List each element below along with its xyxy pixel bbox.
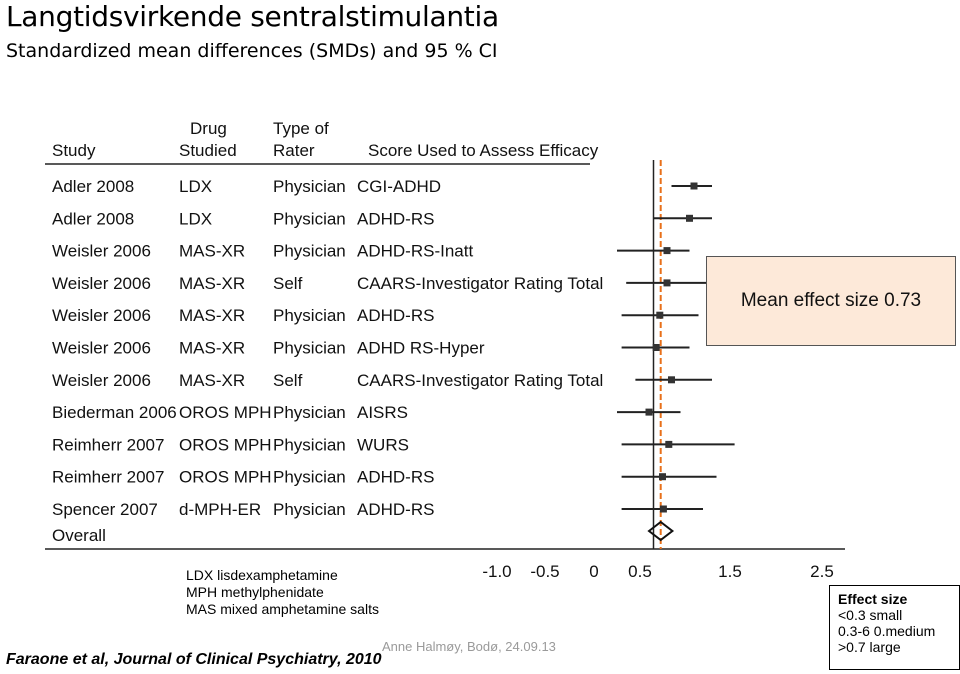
- header-score: Score Used to Assess Efficacy: [368, 141, 599, 160]
- row-rater: Physician: [273, 241, 346, 261]
- slide-subtitle: Standardized mean differences (SMDs) and 95 % CI: [6, 40, 498, 62]
- row-score: ADHD-RS: [357, 306, 435, 326]
- abbreviation-item: MPH methylphenidate: [186, 584, 324, 600]
- x-tick-label: 2.5: [810, 562, 834, 581]
- row-score: CAARS-Investigator Rating Total: [357, 370, 604, 390]
- effect-size-line: <0.3 small: [838, 607, 903, 623]
- header-rater-line1: Type of: [273, 119, 329, 138]
- row-drug: OROS MPH: [179, 435, 272, 455]
- point-estimate: [656, 312, 663, 319]
- citation: Faraone et al, Journal of Clinical Psychiatry, 2010: [6, 651, 382, 668]
- abbreviation-list: [186, 567, 379, 618]
- row-score: WURS: [357, 435, 409, 455]
- row-score: ADHD-RS: [357, 500, 435, 519]
- row-score: CGI-ADHD: [357, 177, 442, 196]
- header-drug-line1: Drug: [190, 119, 227, 138]
- row-rater: Physician: [273, 306, 346, 326]
- row-drug: LDX: [179, 209, 213, 229]
- row-rater: Physician: [273, 209, 346, 229]
- row-rater: Physician: [273, 467, 346, 487]
- footer-watermark: Anne Halmøy, Bodø, 24.09.13: [382, 639, 556, 654]
- effect-size-heading: Effect size: [838, 591, 908, 607]
- point-estimate: [691, 183, 698, 190]
- row-rater: Physician: [273, 403, 346, 423]
- slide-title: Langtidsvirkende sentralstimulantia: [6, 0, 499, 33]
- point-estimate: [664, 247, 671, 254]
- row-score: AISRS: [357, 403, 409, 423]
- x-axis-ticks: [482, 562, 833, 581]
- row-study: Biederman 2006: [52, 403, 177, 423]
- point-estimate: [659, 473, 666, 480]
- row-study: Spencer 2007: [52, 500, 158, 519]
- row-study: Weisler 2006: [52, 306, 151, 326]
- overall-label: Overall: [52, 526, 106, 545]
- row-study: Reimherr 2007: [52, 435, 165, 455]
- row-score: ADHD-RS: [357, 467, 435, 487]
- row-drug: OROS MPH: [179, 403, 272, 423]
- row-drug: MAS-XR: [179, 338, 246, 358]
- x-tick-label: 0.5: [628, 562, 652, 581]
- point-estimate: [686, 215, 693, 222]
- row-rater: Physician: [273, 338, 346, 358]
- row-study: Weisler 2006: [52, 370, 151, 390]
- row-score: ADHD-RS: [357, 209, 435, 229]
- x-tick-label: -1.0: [482, 562, 512, 581]
- row-study: Weisler 2006: [52, 273, 151, 293]
- row-rater: Physician: [273, 435, 346, 455]
- point-estimate: [664, 279, 671, 286]
- x-tick-label: 1.5: [718, 562, 742, 581]
- mean-effect-text: Mean effect size 0.73: [740, 290, 922, 311]
- header-drug-line2: Studied: [179, 141, 237, 160]
- table-headers: [52, 119, 599, 160]
- point-estimate: [660, 506, 667, 513]
- row-drug: MAS-XR: [179, 370, 246, 390]
- row-drug: OROS MPH: [179, 467, 272, 487]
- x-tick-label: 0: [589, 562, 599, 581]
- row-score: ADHD-RS-Inatt: [357, 241, 474, 261]
- point-estimate: [653, 344, 660, 351]
- row-score: ADHD RS-Hyper: [357, 338, 485, 358]
- row-rater: Physician: [273, 500, 346, 519]
- row-rater: Physician: [273, 177, 346, 196]
- mean-effect-box: [706, 256, 956, 346]
- abbreviation-item: LDX lisdexamphetamine: [186, 567, 338, 583]
- x-tick-label: -0.5: [530, 562, 560, 581]
- row-study: Weisler 2006: [52, 241, 151, 261]
- row-drug: MAS-XR: [179, 273, 246, 293]
- row-score: CAARS-Investigator Rating Total: [357, 273, 604, 293]
- row-study: Weisler 2006: [52, 338, 151, 358]
- row-rater: Self: [273, 273, 303, 293]
- effect-size-line: 0.3-6 0.medium: [838, 623, 936, 639]
- row-drug: MAS-XR: [179, 241, 246, 261]
- row-study: Adler 2008: [52, 177, 135, 196]
- table-rows: [52, 177, 603, 519]
- row-rater: Self: [273, 370, 303, 390]
- effect-size-line: >0.7 large: [838, 639, 901, 655]
- point-estimate: [665, 441, 672, 448]
- row-study: Adler 2008: [52, 209, 135, 229]
- row-drug: LDX: [179, 177, 213, 196]
- point-estimate: [668, 376, 675, 383]
- row-drug: d-MPH-ER: [179, 500, 262, 519]
- row-drug: MAS-XR: [179, 306, 246, 326]
- effect-size-legend: [829, 585, 960, 670]
- header-study: Study: [52, 141, 96, 160]
- header-rater-line2: Rater: [273, 141, 315, 160]
- abbreviation-item: MAS mixed amphetamine salts: [186, 601, 379, 617]
- row-study: Reimherr 2007: [52, 467, 165, 487]
- forest-marks: [617, 183, 735, 541]
- point-estimate: [646, 409, 653, 416]
